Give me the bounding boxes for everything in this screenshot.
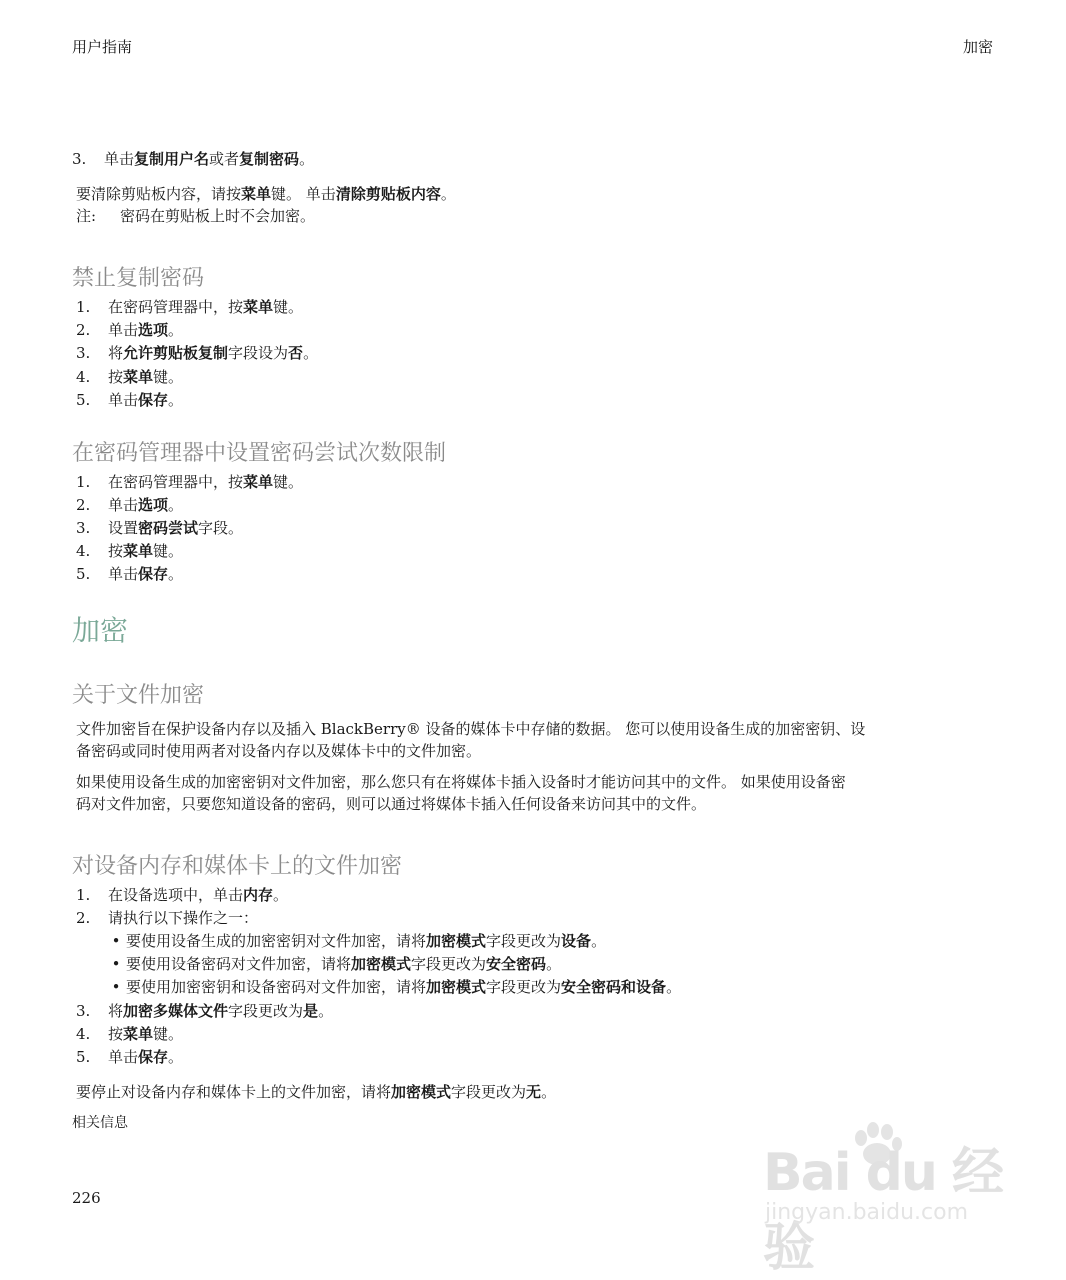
list-item: 5. 单击保存。 [76, 1048, 184, 1066]
section-heading: 在密码管理器中设置密码尝试次数限制 [72, 441, 447, 466]
list-item: 2. 请执行以下操作之一： [76, 909, 259, 927]
list-item: 2. 单击选项。 [76, 321, 184, 339]
list-item: 5. 单击保存。 [76, 391, 184, 409]
related-info-link[interactable]: 相关信息 [72, 1115, 128, 1131]
section-heading: 禁止复制密码 [72, 266, 205, 291]
note-label: 注: [76, 207, 97, 225]
keyword: 菜单 [241, 185, 272, 203]
header-section: 加密 [963, 38, 994, 56]
clear-clipboard-line: 要清除剪贴板内容，请按菜单键。 单击清除剪贴板内容。 [76, 185, 456, 203]
bullet-icon: • [111, 978, 121, 996]
list-item: 4. 按菜单键。 [76, 368, 184, 386]
chapter-heading: 加密 [72, 614, 129, 647]
keyword: 复制用户名 [134, 150, 210, 168]
stop-encryption-line: 要停止对设备内存和媒体卡上的文件加密，请将加密模式字段更改为无。 [76, 1083, 557, 1101]
bullet-icon: • [111, 932, 121, 950]
list-item: 4. 按菜单键。 [76, 1025, 184, 1043]
list-item: 3. 将加密多媒体文件字段更改为是。 [76, 1002, 334, 1020]
list-item: 2. 单击选项。 [76, 496, 184, 514]
bullet-icon: • [111, 955, 121, 973]
list-item: 3. 将允许剪贴板复制字段设为否。 [76, 344, 319, 362]
section-heading: 对设备内存和媒体卡上的文件加密 [72, 854, 403, 879]
list-item: 1. 在密码管理器中，按菜单键。 [76, 298, 304, 316]
paragraph-line: 如果使用设备生成的加密密钥对文件加密，那么您只有在将媒体卡插入设备时才能访问其中的文件。 如果使用设备密 [76, 773, 846, 791]
list-item: 3. 设置密码尝试字段。 [76, 519, 244, 537]
keyword: 复制密码 [239, 150, 300, 168]
keyword: 清除剪贴板内容 [335, 185, 441, 203]
bullet-item: • 要使用加密密钥和设备密码对文件加密，请将加密模式字段更改为安全密码和设备。 [106, 976, 681, 998]
watermark-url: jingyan.baidu.com [765, 1200, 969, 1225]
list-item: 4. 按菜单键。 [76, 542, 184, 560]
step-number: 3. [72, 150, 87, 168]
header-title: 用户指南 [72, 38, 133, 56]
bullet-item: • 要使用设备密码对文件加密，请将加密模式字段更改为安全密码。 [106, 953, 561, 975]
paragraph-line: 码对文件加密，只要您知道设备的密码，则可以通过将媒体卡插入任何设备来访问其中的文件。 [76, 795, 707, 813]
note-line: 注: 密码在剪贴板上时不会加密。 [76, 207, 316, 225]
list-item: 1. 在密码管理器中，按菜单键。 [76, 473, 304, 491]
page-number: 226 [72, 1189, 101, 1207]
bullet-item: • 要使用设备生成的加密密钥对文件加密，请将加密模式字段更改为设备。 [106, 930, 606, 952]
baidu-watermark [755, 1120, 1005, 1278]
top-step: 3. 单击复制用户名或者复制密码。 [72, 150, 315, 168]
section-heading: 关于文件加密 [72, 683, 205, 708]
paragraph-line: 备密码或同时使用两者对设备内存以及媒体卡中的文件加密。 [76, 742, 482, 760]
list-item: 5. 单击保存。 [76, 565, 184, 583]
paragraph-line: 文件加密旨在保护设备内存以及插入 BlackBerry® 设备的媒体卡中存储的数据。 您可以使用设备生成的加密密钥、设 [76, 720, 866, 738]
watermark-brand: Bai du 经验 [763, 1143, 1002, 1278]
list-item: 1. 在设备选项中，单击内存。 [76, 886, 289, 904]
